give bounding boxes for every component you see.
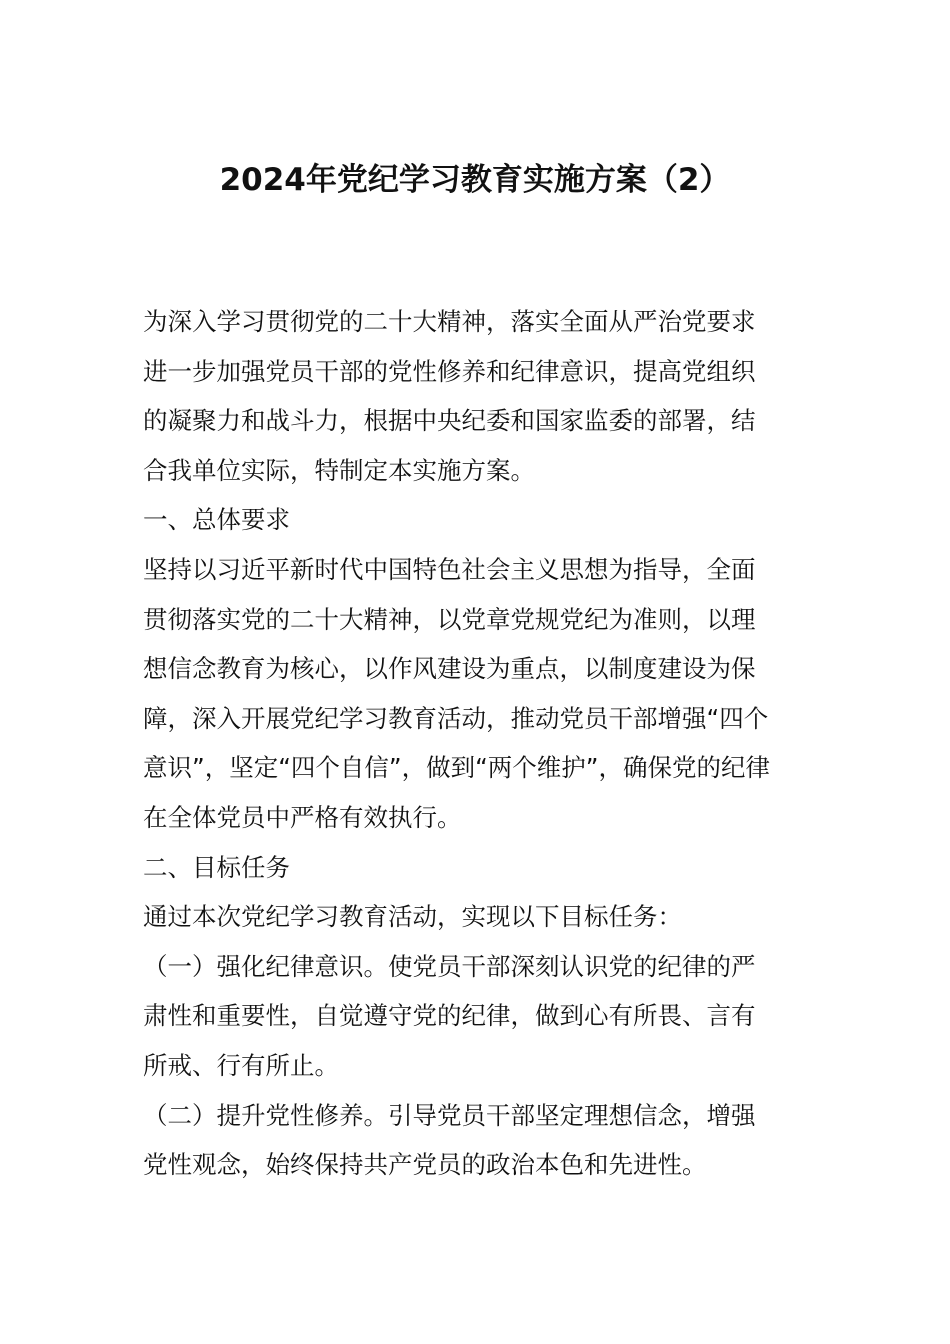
paragraph-line: 合我单位实际，特制定本实施方案。	[143, 455, 535, 485]
paragraph-line: （二）提升党性修养。引导党员干部坚定理想信念，增强	[143, 1100, 756, 1130]
paragraph-line: 的凝聚力和战斗力，根据中央纪委和国家监委的部署，结	[143, 406, 756, 436]
document-body	[143, 297, 809, 1190]
paragraph-line: 党性观念，始终保持共产党员的政治本色和先进性。	[143, 1150, 707, 1180]
paragraph-line: 贯彻落实党的二十大精神，以党章党规党纪为准则，以理	[143, 604, 756, 634]
paragraph-line: （一）强化纪律意识。使党员干部深刻认识党的纪律的严	[143, 951, 756, 981]
section-heading: 一、总体要求	[143, 505, 290, 535]
paragraph-line: 肃性和重要性，自觉遵守党的纪律，做到心有所畏、言有	[143, 1001, 756, 1031]
paragraph-line: 坚持以习近平新时代中国特色社会主义思想为指导，全面	[143, 554, 756, 584]
paragraph-line: 通过本次党纪学习教育活动，实现以下目标任务：	[143, 902, 682, 932]
paragraph-line: 意识”，坚定“四个自信”，做到“两个维护”，确保党的纪律	[143, 753, 770, 783]
paragraph-line: 想信念教育为核心，以作风建设为重点，以制度建设为保	[143, 654, 756, 684]
document-title: 2024年党纪学习教育实施方案（2）	[219, 162, 731, 198]
paragraph-line: 进一步加强党员干部的党性修养和纪律意识，提高党组织	[143, 356, 756, 386]
paragraph-line: 障，深入开展党纪学习教育活动，推动党员干部增强“四个	[143, 703, 769, 733]
paragraph-line: 为深入学习贯彻党的二十大精神，落实全面从严治党要求	[143, 307, 756, 336]
section-heading: 二、目标任务	[143, 852, 290, 882]
paragraph-line: 所戒、行有所止。	[143, 1050, 339, 1080]
paragraph-line: 在全体党员中严格有效执行。	[143, 802, 462, 832]
